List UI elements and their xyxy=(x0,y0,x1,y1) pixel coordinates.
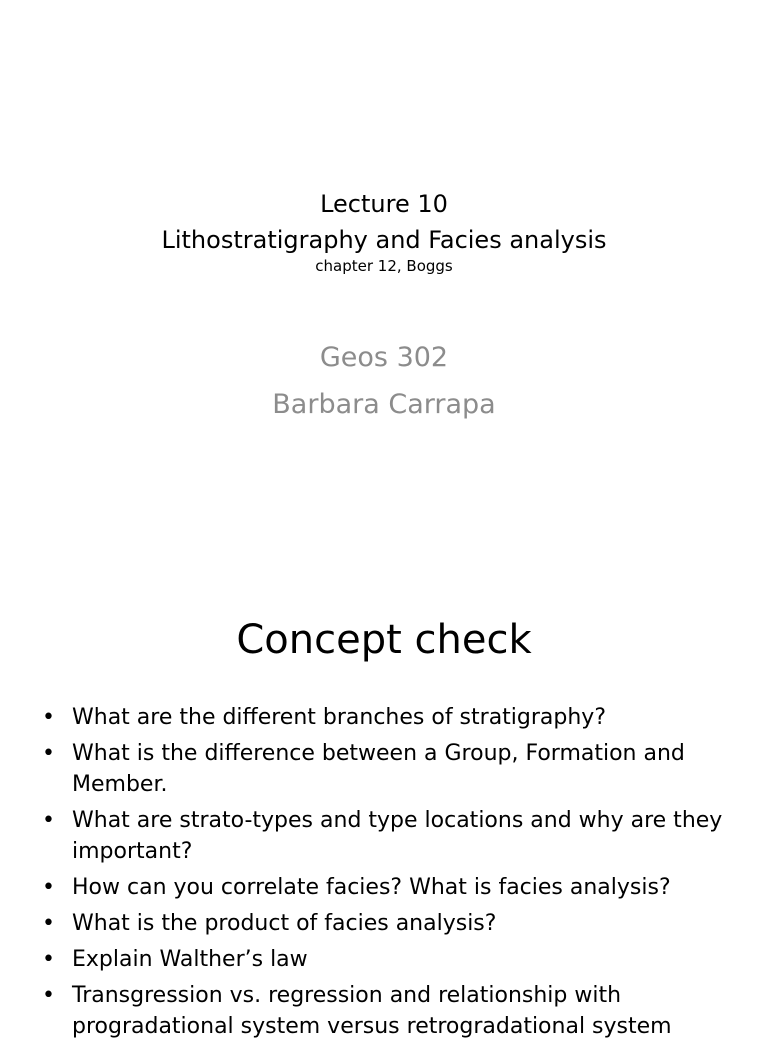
instructor-name: Barbara Carrapa xyxy=(272,389,496,420)
lecture-title: Lithostratigraphy and Facies analysis xyxy=(161,226,607,254)
bullet-text: How can you correlate facies? What is facies analysis? xyxy=(72,875,671,900)
bullet-text: What are strato-types and type locations and why are they important? xyxy=(72,808,723,864)
chapter-reference: chapter 12, Boggs xyxy=(315,257,453,275)
list-item xyxy=(42,980,732,1042)
bullet-icon: • xyxy=(42,808,55,833)
bullet-text: Transgression vs. regression and relationship with progradational system versus retrogradational system xyxy=(72,983,672,1039)
list-item xyxy=(42,738,732,800)
slide-title-block xyxy=(0,186,768,276)
bullet-text: Explain Walther’s law xyxy=(72,947,308,972)
lecture-number: Lecture 10 xyxy=(320,190,448,218)
bullet-icon: • xyxy=(42,741,55,766)
bullet-icon: • xyxy=(42,947,55,972)
bullet-icon: • xyxy=(42,911,55,936)
bullet-icon: • xyxy=(42,983,55,1008)
list-item xyxy=(42,944,732,975)
list-item xyxy=(42,702,732,733)
bullet-text: What are the different branches of stratigraphy? xyxy=(72,705,607,730)
list-item xyxy=(42,908,732,939)
bullet-icon: • xyxy=(42,705,55,730)
bullet-list xyxy=(42,702,732,1047)
bullet-icon: • xyxy=(42,875,55,900)
course-code: Geos 302 xyxy=(319,342,449,373)
list-item xyxy=(42,805,732,867)
slide-concept-check xyxy=(0,576,768,1039)
list-item xyxy=(42,872,732,903)
bullet-text: What is the product of facies analysis? xyxy=(72,911,497,936)
slide-subtitle-block xyxy=(0,334,768,428)
concept-check-title: Concept check xyxy=(236,617,532,663)
bullet-text: What is the difference between a Group, Formation and Member. xyxy=(72,741,685,797)
